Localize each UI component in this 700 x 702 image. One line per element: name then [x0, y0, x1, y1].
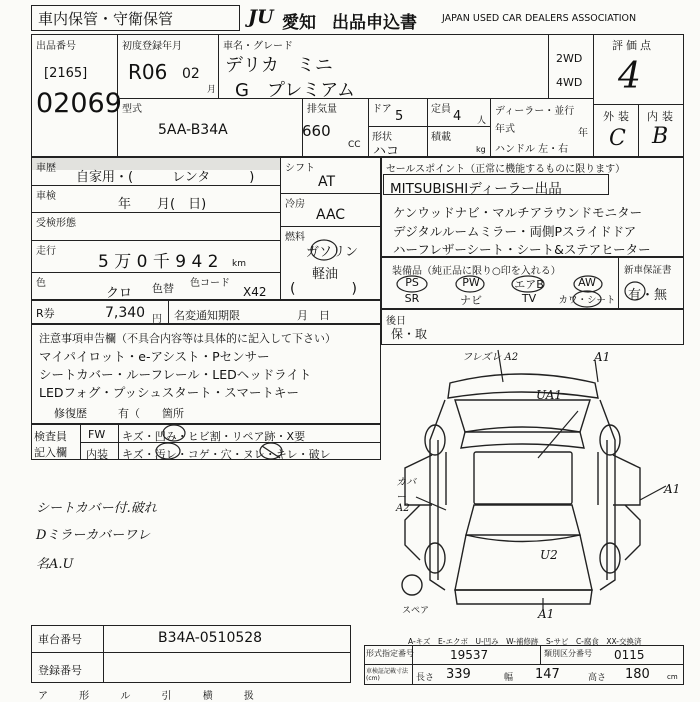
equip-navi: ナビ [460, 294, 482, 307]
shift-value: AT [318, 174, 336, 190]
diagram-right-mark: A1 [664, 482, 681, 496]
model-name: デリカ ミニ [225, 55, 333, 76]
score-label: 評価点 [612, 39, 654, 52]
score-int-value: B [652, 124, 669, 149]
capacity-unit: 人 [477, 116, 487, 126]
doors-value: 5 [395, 109, 404, 124]
ac-value: AAC [316, 207, 346, 223]
reg-label: 登録番号 [38, 664, 82, 677]
notes-line-2: シートカバー・ルーフレール・LEDヘッドライト [39, 367, 312, 382]
inspector-label: 検査員 [34, 430, 67, 443]
postscript-label: 後日 [386, 316, 406, 327]
inspection-label: 車検 [36, 191, 56, 202]
warranty-label: 新車保証書 [624, 265, 672, 276]
score-int-label: 内装 [647, 110, 677, 123]
width-label: 幅 [504, 673, 514, 683]
equipment-header: 装備品（純正品に限り○印を入れる） [392, 266, 561, 277]
cert-value: 19537 [450, 648, 489, 662]
chassis-label: 車台番号 [38, 633, 82, 646]
diagram-left-mark: カバーA2 [396, 477, 416, 514]
equip-tv: TV [521, 292, 537, 305]
color-code-label: 色コード [190, 278, 230, 289]
listing-label: 出品番号 [36, 41, 76, 52]
r-ticket-label: R券 [36, 307, 55, 320]
score-value: 4 [618, 56, 641, 97]
selling-point-1: MITSUBISHIディーラー出品 [390, 181, 562, 197]
interior-label: 内装 [86, 448, 108, 461]
bottom-strip: ア 形 ル 引 横 扱 [38, 691, 268, 702]
fuel-paren: ( ) [290, 281, 357, 297]
shape-label: 形状 [372, 132, 392, 143]
postscript-value: 保・取 [391, 327, 428, 341]
usage-label: 車歴 [36, 163, 56, 174]
height-label: 高さ [588, 673, 607, 683]
first-registration-month: 02 [182, 66, 200, 82]
model-grade: G プレミアム [235, 80, 355, 101]
score-ext-label: 外装 [603, 110, 633, 123]
equip-aw: AW [578, 276, 596, 289]
color-change-label: 色替 [152, 282, 174, 295]
inspection-value: 年 月( 日) [118, 197, 207, 212]
mileage-label: 走行 [36, 246, 56, 257]
acceptance-label: 受検形態 [36, 218, 76, 229]
capacity-value: 4 [453, 109, 462, 124]
diagram-front-marks: フレズレ A2 [462, 352, 519, 363]
equip-sr: SR [404, 292, 420, 305]
score-ext-value: C [609, 126, 626, 151]
capacity-label: 定員 [431, 104, 451, 115]
form-title: 出品申込書 [332, 13, 417, 33]
r-ticket-unit: 円 [152, 314, 162, 325]
handle-label: ハンドル 左・右 [495, 144, 569, 155]
selling-point-3: デジタルルームミラー・両側Pスライドドア [393, 224, 637, 239]
equip-pw: PW [462, 276, 480, 289]
deadline-label: 名変通知期限 [174, 309, 240, 322]
notes-line-1: マイパイロット・e-アシスト・Pセンサー [39, 349, 270, 364]
first-registration-era-year: R06 [128, 60, 168, 84]
mileage-value: 5 万 0 千 9 4 2 [98, 252, 219, 272]
fuel-gas: ガソリン [306, 245, 359, 260]
storage-stamp-text: 車内保管・守衛保管 [38, 10, 174, 28]
ac-label: 冷房 [285, 199, 305, 210]
handwritten-line-1: シートカバー付.破れ [36, 501, 157, 516]
warranty-value: 有・無 [628, 288, 668, 303]
org-name: 愛知 [282, 13, 316, 33]
handwritten-line-3: 名A.U [36, 557, 74, 572]
chassis-value: B34A-0510528 [158, 630, 263, 646]
fw-label: FW [88, 428, 106, 441]
month-unit: 月 [207, 85, 217, 95]
length-value: 339 [446, 667, 471, 682]
ju-logo: JU [248, 6, 274, 28]
fuel-diesel: 軽油 [312, 267, 339, 282]
fuel-label: 燃料 [285, 232, 305, 243]
cert-label: 形式指定番号 [366, 649, 414, 658]
deadline-value: 月 日 [297, 309, 330, 322]
diagram-a1-front: A1 [594, 350, 611, 364]
listing-sub-number: [2165] [44, 66, 88, 81]
drive-2wd: 2WD [556, 52, 583, 65]
year-label: 年式 [495, 124, 515, 135]
load-label: 積載 [431, 132, 451, 143]
fw-value: キズ・凹み・ヒビ割・リペア跡・X要 [122, 430, 306, 443]
model-label: 車名・グレード [223, 41, 293, 52]
color-value: クロ [106, 286, 133, 301]
displacement-label: 排気量 [307, 104, 337, 115]
type-label: 型式 [122, 104, 142, 115]
load-unit: kg [476, 145, 486, 154]
repair-value: 有（ 箇所 [118, 407, 184, 420]
diagram-a1-rear: A1 [538, 607, 555, 621]
interior-value: キズ・汚レ・コゲ・穴・ヌレ・キレ・破レ [122, 448, 331, 461]
shift-label: シフト [285, 163, 315, 174]
equip-airbag: エアB [514, 278, 544, 291]
length-label: 長さ [416, 673, 435, 683]
color-code-value: X42 [243, 285, 267, 299]
diagram-roof: UA1 [536, 388, 563, 402]
height-value: 180 [625, 667, 650, 682]
equip-ps: PS [405, 276, 419, 289]
drive-4wd: 4WD [556, 76, 583, 89]
notes-line-3: LEDフォグ・プッシュスタート・スマートキー [39, 385, 299, 400]
first-registration-label: 初度登録年月 [122, 41, 182, 52]
shape-value: ハコ [373, 144, 400, 159]
category-value: 0115 [614, 648, 645, 662]
dims-label: 車検証記載寸法(cm) [366, 668, 409, 682]
displacement-value: 660 [302, 122, 331, 140]
notes-header: 注意事項申告欄（不具合内容等は具体的に記入して下さい） [39, 332, 336, 345]
width-value: 147 [535, 667, 560, 682]
selling-point-2: ケンウッドナビ・マルチアラウンドモニター [393, 205, 643, 220]
year-unit: 年 [578, 128, 588, 139]
type-value: 5AA-B34A [158, 122, 228, 138]
color-label: 色 [36, 278, 46, 289]
dealer-label: ディーラー・並行 [495, 106, 575, 117]
dims-unit: cm [667, 673, 678, 681]
spare-label: スペア [402, 606, 430, 616]
displacement-unit: CC [348, 140, 361, 150]
association-subtitle: JAPAN USED CAR DEALERS ASSOCIATION [442, 13, 637, 24]
category-label: 類別区分番号 [544, 649, 592, 658]
usage-value: 自家用・( レンタ ) [76, 170, 255, 185]
repair-label: 修復歴 [54, 407, 87, 420]
mileage-unit: km [232, 259, 246, 269]
equip-leather: カワ・シート [558, 295, 616, 306]
selling-points-header: セールスポイント（正常に機能するものに限ります） [386, 164, 626, 175]
damage-legend: A-キズ E-エクボ U-凹み W-補修跡 S-サビ C-腐食 XX-交換済 [408, 637, 642, 646]
listing-number: 02069 [36, 88, 122, 119]
diagram-rear: U2 [540, 548, 558, 562]
entry-label: 記入欄 [34, 446, 67, 459]
r-ticket-value: 7,340 [105, 305, 146, 321]
handwritten-line-2: Dミラーカバーワレ [36, 528, 151, 543]
doors-label: ドア [372, 104, 392, 115]
selling-point-4: ハーフレザーシート・シート&ステアヒーター [393, 242, 651, 257]
